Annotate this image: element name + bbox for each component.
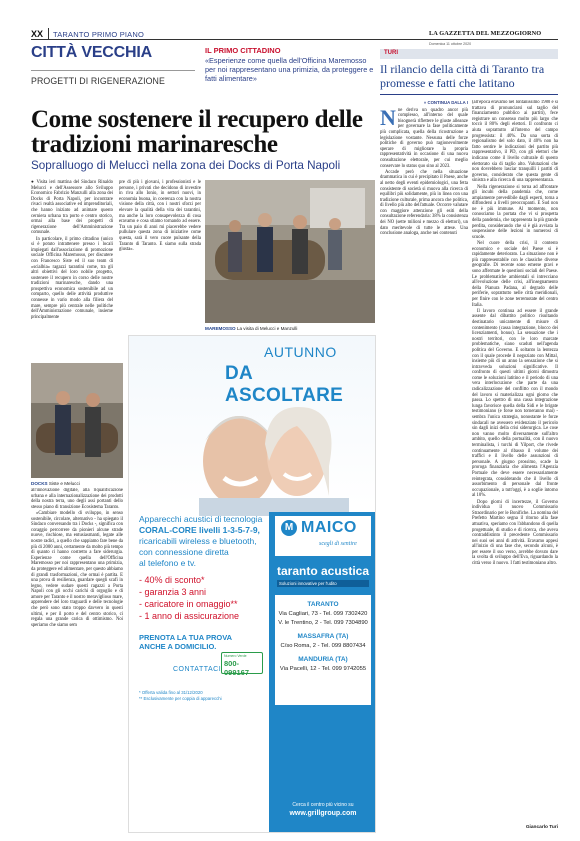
advert-offer-4: - 1 anno di assicurazione	[139, 611, 240, 621]
main-bottom-p1: all'innovazione digitale, alla riqualificazione urbana e alla internazionalizzazione dei prodotti della nostra terra, uno degli assi portanti dello stesso piano di transizione Ecosistema Taranto.	[31, 488, 123, 510]
advert	[128, 335, 376, 833]
side-label: TURI	[384, 50, 398, 56]
advert-home-test: PRENOTA LA TUA PROVA ANCHE A DOMICILIO.	[139, 633, 232, 651]
advert-disclaimer-2: ** Esclusivamente per coppia di apparecchi	[139, 696, 222, 701]
advert-body-line-4: con connessione diretta	[139, 547, 229, 557]
side-p1: ne deriva un quadro ancor più complesso, all'interno del quale bisognerà riflettere le giuste alleanze per governare la fase politicamente più complicata, quella della ricostruzione a legislazione vostante. Nessuna delle forze politiche di governo può ragionevolmente sperare di migliorare la propria rappresentatività in occasione di una nuova consultazione elettorale, per cui meglio conservare lo status quo sino al 2023.	[380, 107, 468, 169]
advert-offer-3: - caricatore in omaggio**	[139, 599, 238, 609]
quote-label: IL PRIMO CITTADINO	[205, 46, 281, 55]
masthead: LA GAZZETTA DEL MEZZOGIORNO	[429, 30, 542, 37]
photo-docks-image	[31, 363, 123, 478]
advert-blue-panel	[269, 512, 376, 833]
main-col-2	[119, 180, 201, 253]
location-1-line-2: V. le Trentino, 2 - Tel. 099 7304890	[278, 620, 368, 626]
main-col1-p2: In particolare, il primo cittadino (unico si è potuto intrattenere presso i locali impiegati dall'associazione di promozione sociale Officina Maremosso, per discutere con Francesco Siste ed il suo team di «scialbia» ragazzi tarantini come, tra gli altri obiettivi del loro nobile progetto, sostenere il recupero in corso delle nostre tradizioni marinaresche, dando una prospettiva economica sostenibile ad un comparto, quello delle attività produttive connesse in vario modo alla filiera del mare, sempre più centrale nelle politiche dell'Amministrazione comunale, insieme principalmente	[31, 236, 113, 320]
photo-maremosso	[205, 180, 375, 323]
side-continua: » CONTINUA DALLA I	[423, 100, 468, 105]
maico-logo-icon: M	[281, 520, 297, 536]
location-city-2: MASSAFRA (TA)	[297, 633, 349, 640]
main-bottom-p2: «Cambiare modello di sviluppo, in senso sostenibile, circolare, alternativo - ha spiegato il Sindaco conversando tra i Docks -, significa con coraggio percorrere da pionieri alcune strade nuove, rischiose, ma entusiasmanti, legate alle nostre radici, a quello che sappiamo fare bene da più di 2000 anni, certamente da molto più tempo di quanto ci hanno costretto a fare siderurgia. Esperienze come quella dell'Officina Maremosso per noi rappresentano una primizia, da proteggere ed alimentare, per questo abbiamo di grandi trasformazioni, che ormai è partita. E una prova di resilienza, guardare quegli scafi in legno, vedere sudare questi ragazzi a Porta Napoli con gli occhi carichi di orgoglio e di amore per Taranto e il nostro meraviglioso mare, apprendere del loro traguardi e delle tecnologie che però sono stato troppo davvero in questi ultimi, e per il porto e del centro storico, ci regala una grande carica di ottimismo. Noi speriamo che siamo sem	[31, 510, 123, 628]
advert-body-line-3: ricaricabili wireless e bluetooth,	[139, 536, 257, 546]
advert-offer-1: - 40% di sconto*	[139, 575, 205, 585]
kicker-subtitle: PROGETTI DI RIGENERAZIONE	[31, 76, 165, 86]
main-col-bottom	[31, 488, 123, 833]
advert-dealer: taranto acustica	[277, 564, 370, 578]
header-date: Domenica 11 ottobre 2020	[429, 42, 472, 46]
kicker-title: CITTÀ VECCHIA	[31, 44, 152, 61]
main-col-1	[31, 180, 113, 321]
side-byline: Giancarlo Turi	[472, 825, 558, 830]
side-p2: Accade però che nella situazione drammatica in cui è precipitato il Paese, anche al netto degli eventi epidemiologici, una fetta consistente di società si muova alla ricerca di equilibri più solidamente, più in linea con una tradizione culturale, prima ancora che politica, di livello più alto dell'attuale. Occorre valutare con maggiore attenzione gli esiti della consultazione referendaria: 38% la consistenza dei NO (sette milioni e mezzo di elettori), un dato meritevole di tutte le attese. Una conclusione analoga, anche nei contenuti	[380, 169, 468, 237]
advert-offers	[139, 574, 269, 622]
photo1-caption-text: La visita di Melucci e Manzulli	[236, 326, 298, 331]
quote-text: «Esperienze come quella dell'Officina Maremosso per noi rappresentano una primizia, da proteggere e fatti alimentare»	[205, 56, 374, 83]
photo2-caption-tag: DOCKS	[31, 481, 48, 486]
section-title: TARANTO PRIMO PIANO	[53, 30, 145, 39]
advert-locations-box	[275, 595, 371, 705]
advert-maico-box	[275, 516, 371, 556]
main-col2-p1: pre di più i giovani, i professionisti e le persone, i privati che decidono di investire in riva allo Ionio, in settori nuovi, in economia buona, in coerenza con la nostra visione della città, con i nostri sforzi per elevare la qualità della vita dei tarantini, ma anche la loro consapevolezza di cosa eravamo e cosa stiamo tornando ad essere. Tra un paio di anni mi piacerebbe vedere pullulare questa zona di iniziative come questa, sarà il vero cuore pulsante della Taranto di Taranto. E siamo sulla strada giusta».	[119, 180, 201, 253]
side-headline: Il rilancio della città di Taranto tra promesse e fatti che latitano	[380, 62, 545, 90]
advert-body-line-1: Apparecchi acustici di tecnologia	[139, 514, 263, 524]
advert-freephone-label: Numero Verde	[224, 654, 247, 658]
advert-headline-big: DA ASCOLTARE	[225, 363, 344, 406]
photo-docks	[31, 363, 123, 478]
advert-freephone: 800-099167	[224, 659, 250, 677]
location-2-line-1: C/so Roma, 2 - Tel. 099 8807434	[280, 643, 366, 649]
side-dropcap: N	[380, 104, 396, 130]
side-col-1	[380, 100, 468, 833]
header-divider	[48, 28, 49, 39]
location-city-3: MANDURIA (TA)	[298, 656, 348, 663]
advert-brand-tagline: scegli di sentire	[319, 541, 357, 547]
side-p7: Dopo giorni di incertezze, il Governo individua il nuovo Commissario Straordinario per le Bonifiche. La nomina del Prefetto Martino segna il ritorno alla fase attuativa, speriamo con l'abbandono di quella progettuale, di studio e di ricerca, che aveva contraddistinto il precedente Commissario nei suoi sei anni di attività. Eravamo appesi all'inizio di una fase che, secondo alcuni, è per essere il suo verso, avrebbe dovuto dare la svolta di sviluppo dell'Eva, riguardando la città verso il nuovo. I fatti testimoniano altro.	[472, 499, 558, 567]
quote-box	[205, 46, 375, 98]
location-1-line-1: Via Cagliari, 73 - Tel. 099 7302420	[278, 611, 368, 617]
main-subheadline: Sopralluogo di Meluccì nella zona dei Docks di Porta Napoli	[31, 159, 341, 172]
location-3-line-1: Via Pacelli, 12 - Tel. 099 9742055	[279, 666, 367, 672]
advert-website-label: Cerca il centro più vicino su	[292, 802, 354, 808]
advert-disclaimer-1: * Offerta valida fino al 31/12/2020	[139, 690, 203, 695]
photo-maremosso-image	[205, 180, 375, 323]
kicker-rule	[31, 70, 195, 71]
advert-body-line-2: CORAL-CORE livelli 1-3-5-7-9,	[139, 525, 260, 535]
section-marker: XX	[31, 29, 44, 39]
photo1-caption	[205, 326, 375, 331]
advert-offer-2: - garanzia 3 anni	[139, 587, 207, 597]
location-city-1: TARANTO	[307, 601, 339, 608]
advert-headline-small: AUTUNNO	[264, 344, 337, 360]
side-p3: (all'epoca eravamo nel lontanissimo 1980 e si trattava di pronunciarsi sul taglio del finanziamento pubblico ai partiti), fece registrare un consenso molto più largo che toccò il 80% degli elettori. Il confronto ci aiuta soprattutto all'interno del campo progressista: il 40%. Da una sorta di regionalismo del solo dato, il 40% non ha fatto sentire le indicazioni del partito più rappresentativo, il PD, con gli elettori che indicano come il livello culturale di questo elettorato sia di taglio alto. Valutazioni che non dovrebbero lasciar tranquilli i partiti di governo, considerato che questa gente di sinistra e alla ricerca di una rappresentanza.	[472, 100, 558, 184]
advert-contact-label: CONTATTACI	[173, 666, 222, 673]
side-p4: Nella rigenerazione si torna ad affrontare gli incubi della pandemia che, come ampiamente prevedibile dagli esperti, torna a diffondersi a livelli preoccupanti. E Sud non ne è più immune. Al momento, non conosciamo la portata che vi si prospetta della pandemia, che rappresenta la più grande perdita, considerando che si è già avviata la sospensione delle lezioni in numerosi di scuole.	[472, 184, 558, 240]
side-label-bar	[380, 49, 558, 59]
main-headline: Come sostenere il recupero delle tradizioni marinaresche	[31, 106, 363, 158]
advert-freephone-box	[221, 652, 263, 677]
advert-dealer-tagline: Soluzioni innovative per l'udito	[277, 580, 369, 587]
page-header	[31, 30, 558, 40]
side-p5: Nel cuore della crisi, il contesto economico e sociale del Paese si è rapidamente deteriorato. La situazione non è più rappresentabile con le classiche diverse geografie. Di recente sono emerse gravi e sono affermate le questioni sociali del Paese. Le problematiche ambientali si intrecciano all'evoluzione delle crisi, all'insegnamento della Pianura Padana, al degrado delle periferie, soprattutto nelle città meridionali, per finire con le zone terremotate del centro Italia.	[472, 241, 558, 308]
side-col-2	[472, 100, 558, 833]
photo2-caption-text: Siste e Melucci	[48, 481, 80, 486]
side-rule	[380, 94, 558, 95]
side-p6: Il lavoro continua ad essere il grande assente dal dibattito politico risultando destinatario unicamente di misure di contenimento (cassa integrazione, blocco dei licenziamenti, bonus). La sensazione che i nostri territori, con le loro marcate problematiche, siano scaduti nell'agenda politica del Governo. E soltanto la lentezza con il quale procede il negoziato con Mittal, insieme più di un anno la sensazione che si intravveda soluzioni significative. Il confronto di questi ultimi giorni dimostra come le soluzioni latitino e il periodo di una vera interlocuzione che parte da una radicalizzazione del conflitto con il mondo del lavoro si materializza ogni giorno che passa. Lo spettro di una cassa integrazione lunga favorisce quella della Sidi e le brigate testimoniano (e forse non torneranno mai) - sembra l'unica strategia, nonostante le forze sindacali ne avessero evidenziato il pericolo sin dagli inizi della crisi siderurgica. Le cose non vanno molto diversamente sull'altro ambito, quello della portualità, con il nuovo terminalista, i turchi di Yilport, che rivede continuamente al ribasso il volume dei traffici e il livello delle assunzioni di personale. A giugno prossimo, scade la proroga finanziaria che alimenta l'Agenzia Portuale che deve essere necessariamente reintegrata, considerando che il livello di assorbimento di personale dal fronte occupazionale, a tutt'oggi, è a soglie intorno al 10%.	[472, 308, 558, 499]
main-col1-p1: ● Visita ieri mattina del Sindaco Rinaldo Melucci e dell'Assessore allo Sviluppo Economico Fabrizio Manzulli alla zona dei Docks di Porta Napoli, per incontrare rivaci realtà associative ed imprenditoriali, che hanno iniziato ad animare questo cerniera urbana tra porto e centro storico, ormai alla base dei progetti di rigenerazione dell'Amministrazione comunale.	[31, 180, 113, 236]
photo2-caption	[31, 481, 123, 486]
advert-body-line-5: al telefono e tv.	[139, 558, 197, 568]
photo1-caption-tag: MAREMOSSO	[205, 326, 236, 331]
advert-brand: MAICO	[301, 519, 357, 536]
advert-website: www.grillgroup.com	[289, 810, 357, 817]
advert-couple-image	[169, 386, 349, 516]
